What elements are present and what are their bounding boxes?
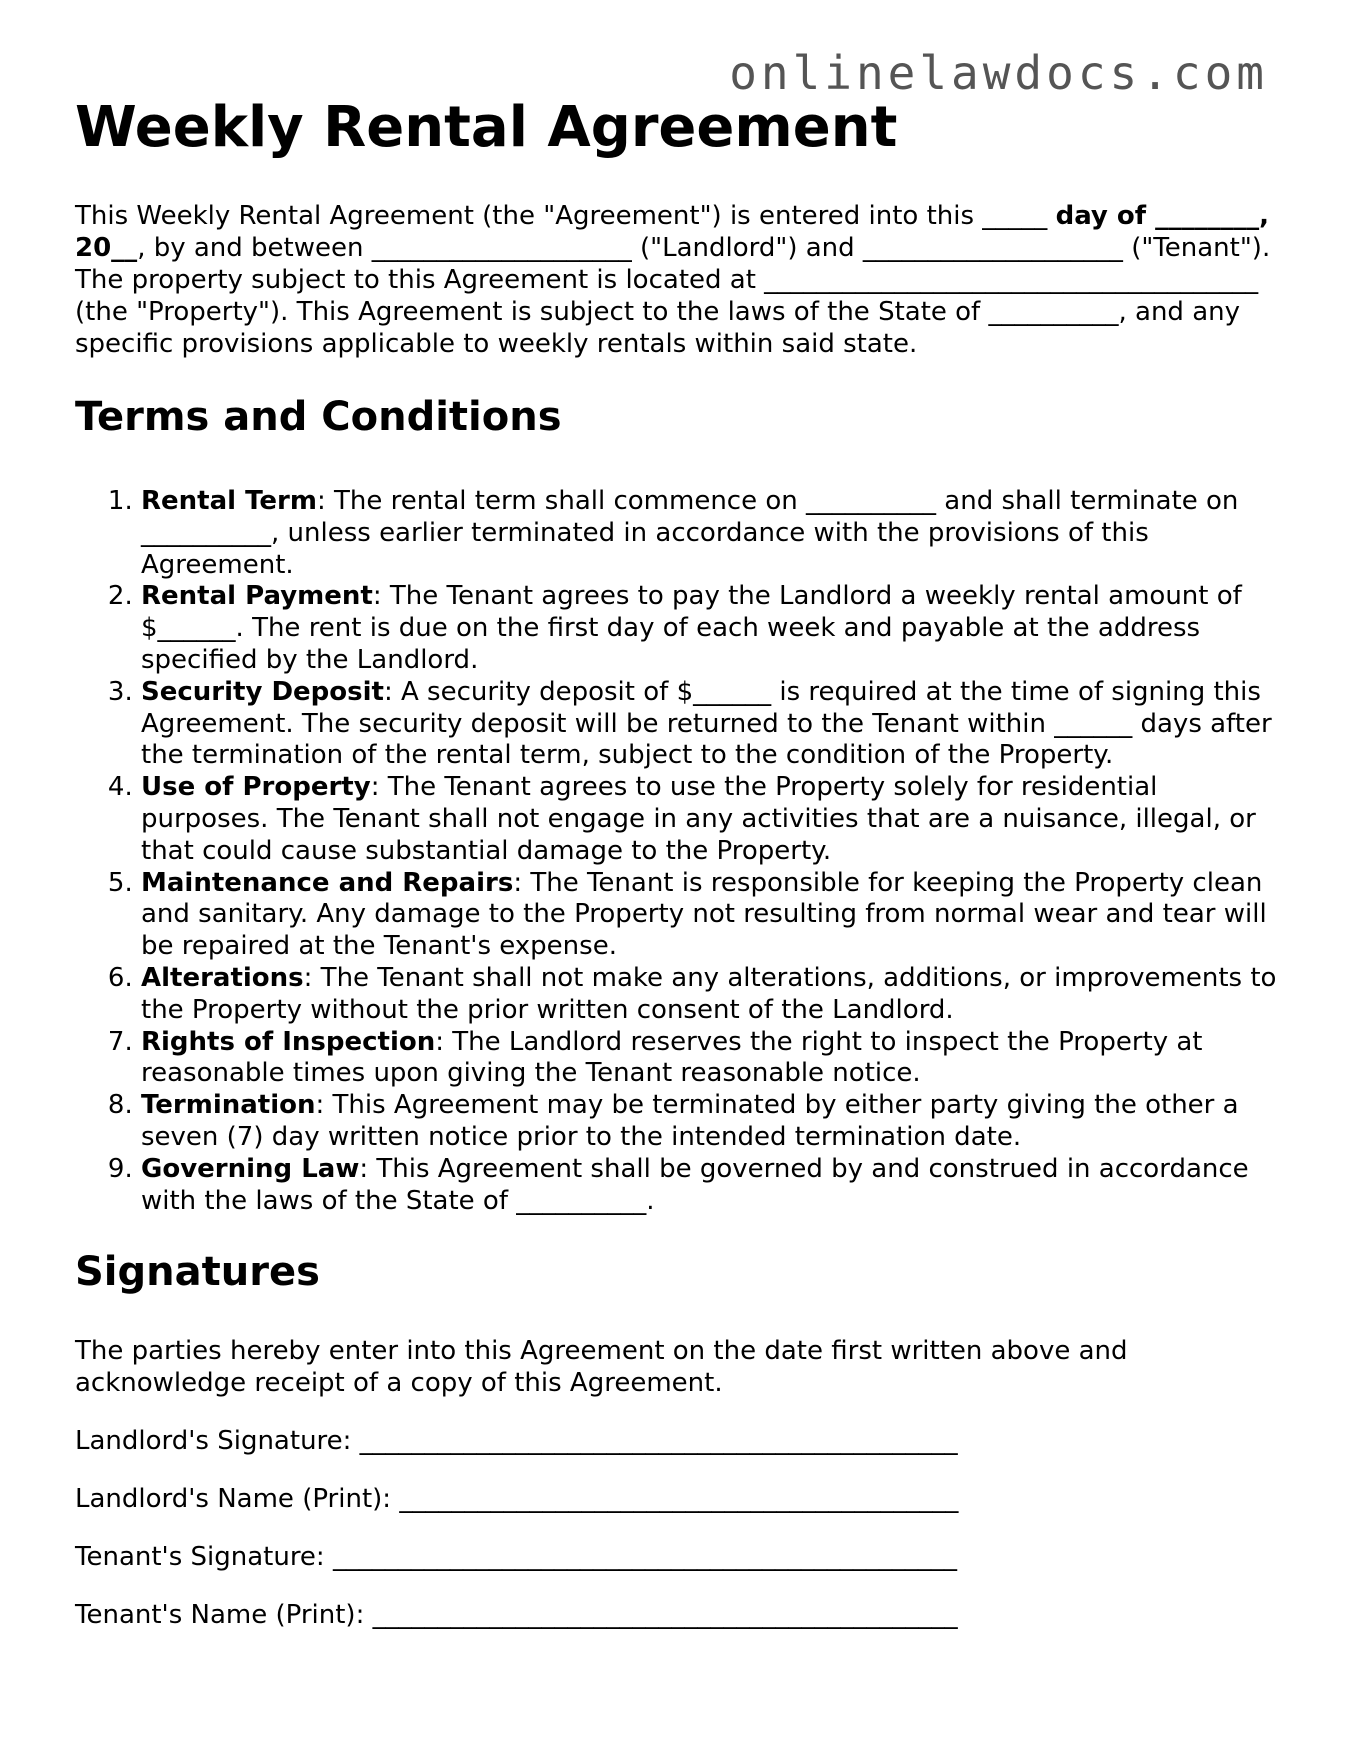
closing-paragraph: The parties hereby enter into this Agreement on the date first written above and acknowledge receipt of a copy of this Agreement. [75,1336,1128,1399]
term-item [141,772,1285,867]
term-label: Alterations [141,962,304,993]
term-item [141,1154,1285,1218]
term-text: : This Agreement shall be governed by and construed in accordance with the laws of the State of __________. [141,1153,1249,1216]
term-label: Rental Term [141,486,317,516]
term-text: : The Tenant shall not make any alterations, additions, or improvements to the Property without the prior written consent of the Landlord. [141,962,1277,1025]
intro-date: day of ________, 20__ [75,201,1270,263]
document-title: Weekly Rental Agreement [75,95,898,160]
intro-paragraph [75,200,1280,360]
term-text: : A security deposit of $______ is required at the time of signing this Agreement. The security deposit will be returned to the Tenant within ______ days after the termination of the rental term, subject to the condition of the Property. [141,676,1272,771]
term-label: Governing Law [141,1153,360,1184]
term-item [141,963,1285,1027]
terms-heading: Terms and Conditions [75,394,562,440]
intro-text-2: , by and between ____________________ ("Landlord") and ____________________ ("Tenant"). The property subject to this Agreement is located at ______________________________________ (the "Property"). This Agreement is subject to the laws of the State of __________, and any specific provisions applicable to weekly rentals within said state. [75,233,1271,359]
term-text: : The Tenant agrees to use the Property solely for residential purposes. The Tenant shall not engage in any activities that are a nuisance, illegal, or that could cause substantial damage to the Property. [141,772,1256,866]
document-body [75,90,1285,1631]
term-item [141,581,1285,676]
term-label: Rights of Inspection [141,1026,436,1057]
term-label: Use of Property [141,772,371,803]
tenant-name-line: Tenant's Name (Print): _____________________________________________ [75,1600,958,1631]
term-label: Rental Payment [141,581,373,612]
term-item [141,1027,1285,1091]
term-item [141,1090,1285,1154]
term-label: Security Deposit [141,676,384,707]
term-label: Termination [141,1090,316,1121]
watermark: onlinelawdocs.com [729,46,1268,100]
term-item [141,868,1285,963]
landlord-signature-line: Landlord's Signature: ______________________________________________ [75,1426,958,1457]
terms-list [75,486,1285,1217]
term-item [141,677,1285,772]
term-text: : The Tenant agrees to pay the Landlord a weekly rental amount of $______. The rent is due on the first day of each week and payable at the address specified by the Landlord. [141,581,1242,675]
intro-text-1: This Weekly Rental Agreement (the "Agreement") is entered into this _____ [75,201,1056,231]
tenant-signature-line: Tenant's Signature: ________________________________________________ [75,1542,957,1573]
term-text: : This Agreement may be terminated by either party giving the other a seven (7) day written notice prior to the intended termination date. [141,1090,1239,1152]
term-text: : The Landlord reserves the right to inspect the Property at reasonable times upon giving the Tenant reasonable notice. [141,1026,1203,1089]
term-item [141,486,1285,581]
term-label: Maintenance and Repairs [141,867,514,898]
signatures-heading: Signatures [75,1249,320,1296]
term-text: : The rental term shall commence on __________ and shall terminate on __________, unless earlier terminated in accordance with the provisions of this Agreement. [141,486,1239,580]
term-text: : The Tenant is responsible for keeping the Property clean and sanitary. Any damage to the Property not resulting from normal wear and tear will be repaired at the Tenant's expense. [141,867,1267,962]
landlord-name-line: Landlord's Name (Print): ___________________________________________ [75,1484,959,1515]
